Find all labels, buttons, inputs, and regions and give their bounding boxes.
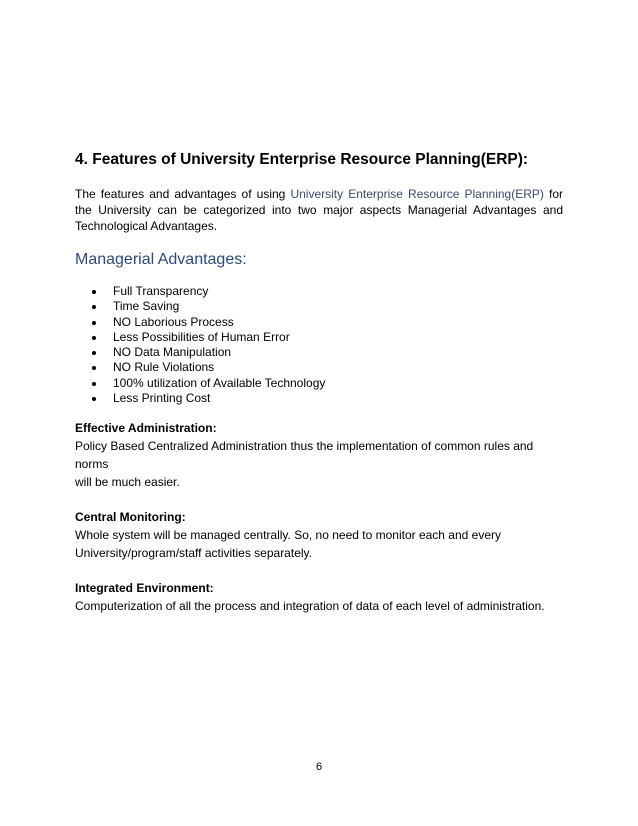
bullet-icon [92,382,96,386]
list-item [75,299,563,314]
list-item [75,315,563,330]
integrated-environment-title: Integrated Environment: [75,581,214,596]
bullet-icon [92,305,96,309]
bullet-icon [92,366,96,370]
intro-erp-term: University Enterprise Resource Planning(ERP) [290,187,544,201]
effective-administration-block [75,420,563,491]
central-monitoring-line-1: Whole system will be managed centrally. So, no need to monitor each and every [75,528,501,543]
central-monitoring-block [75,509,563,562]
list-item [75,391,563,406]
bullet-icon [92,397,96,401]
bullet-icon [92,351,96,355]
effective-administration-line-1: Policy Based Centralized Administration thus the implementation of common rules and norms [75,439,534,472]
list-item-label: Less Possibilities of Human Error [113,329,290,344]
list-item [75,360,563,375]
bullet-icon [92,321,96,325]
central-monitoring-line-2: University/program/staff activities separately. [75,546,312,561]
bullet-icon [92,336,96,340]
list-item [75,345,563,360]
managerial-advantages-list [75,284,563,406]
bullet-icon [92,290,96,294]
intro-paragraph [75,186,563,234]
list-item [75,284,563,299]
page-number: 6 [315,761,323,773]
intro-text-end: for the University can be categorized into two major aspects Managerial Advantages and Technological Advantages. [75,187,563,233]
list-item-label: NO Rule Violations [113,360,215,375]
section-heading: 4. Features of University Enterprise Resource Planning(ERP): [75,151,529,168]
list-item-label: NO Data Manipulation [113,345,232,360]
page-content [75,150,563,633]
integrated-environment-line-1: Computerization of all the process and integration of data of each level of administration. [75,599,545,614]
intro-text-start: The features and advantages of using [75,187,291,201]
central-monitoring-title: Central Monitoring: [75,510,186,525]
list-item-label: NO Laborious Process [113,314,234,329]
integrated-environment-block [75,580,563,615]
list-item-label: 100% utilization of Available Technology [113,375,326,390]
managerial-advantages-heading: Managerial Advantages: [75,251,247,268]
list-item-label: Full Transparency [113,284,209,298]
list-item-label: Time Saving [113,299,180,314]
list-item [75,376,563,391]
list-item-label: Less Printing Cost [113,391,211,406]
list-item [75,330,563,345]
effective-administration-title: Effective Administration: [75,421,217,436]
effective-administration-line-2: will be much easier. [75,475,180,490]
